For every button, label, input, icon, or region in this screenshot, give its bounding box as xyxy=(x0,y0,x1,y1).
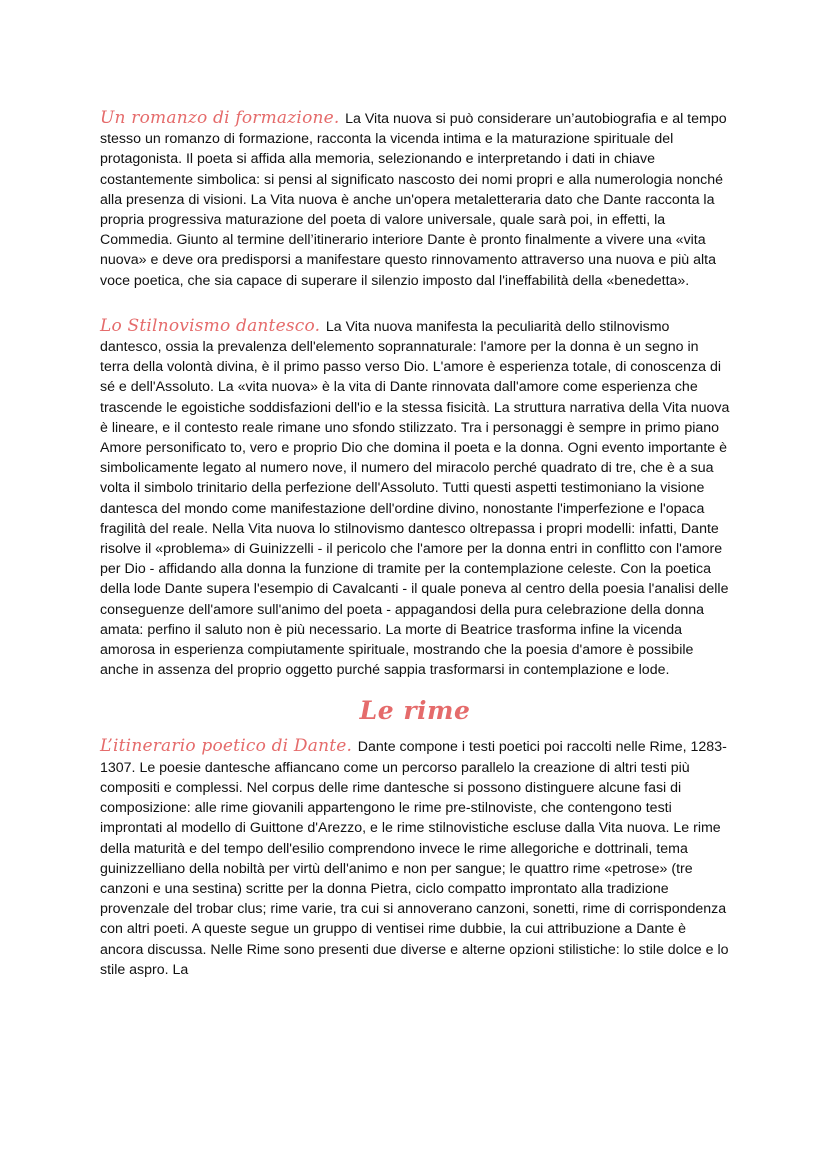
document-page xyxy=(100,108,730,980)
paragraph-heading: L’itinerario poetico di Dante. xyxy=(100,736,358,757)
paragraph-text: La Vita nuova manifesta la peculiarità dello stilnovismo dantesco, ossia la prevalenza dell'elemento soprannaturale: l'amore per la donna è un segno in terra della volontà divina, è il primo passo verso Dio. L'amore è esperienza totale, di conoscenza di sé e dell'Assoluto. La «vita nuova» è la vita di Dante rinnovata dall'amore come esperienza che trascende le egoistiche soddisfazioni dell'io e la stessa fisicità. La struttura narrativa della Vita nuova è lineare, e il contesto reale rimane uno sfondo stilizzato. Tra i personaggi è sempre in primo piano Amore personificato to, vero e proprio Dio che domina il poeta e la donna. Ogni evento importante è simbolicamente legato al numero nove, il numero del miracolo perché quadrato di tre, che è a sua volta il simbolo trinitario della perfezione dell'Assoluto. Tutti questi aspetti testimoniano la visione dantesca del mondo come manifestazione dell'ordine divino, nonostante l'imperfezione e l'opaca fragilità del reale. Nella Vita nuova lo stilnovismo dantesco oltrepassa i propri modelli: infatti, Dante risolve il «problema» di Guinizzelli - il pericolo che l'amore per la donna entri in conflitto con l'amore per Dio - affidando alla donna la funzione di tramite per la contemplazione celeste. Con la poetica della lode Dante supera l'esempio di Cavalcanti - il quale poneva al centro della poesia l'analisi delle conseguenze dell'amore sull'animo del poeta - appagandosi della pura celebrazione della donna amata: perfino il saluto non è più necessario. La morte di Beatrice trasforma infine la vicenda amorosa in esperienza compiutamente spirituale, mostrando che la poesia d'amore è possibile anche in assenza del proprio oggetto purché sappia trasformarsi in contemplazione e lode. xyxy=(100,318,730,679)
paragraph-text: La Vita nuova si può considerare un’autobiografia e al tempo stesso un romanzo di formazione, racconta la vicenda intima e la maturazione spirituale del protagonista. Il poeta si affida alla memoria, selezionando e interpretando i dati in chiave costantemente simbolica: si pensi al significato nascosto dei nomi propri e alla numerologia nonché alla presenza di visioni. La Vita nuova è anche un'opera metaletteraria dato che Dante racconta la propria progressiva maturazione del poeta di valore universale, quale sarà poi, in effetti, la Commedia. Giunto al termine dell’itinerario interiore Dante è pronto finalmente a vivere una «vita nuova» e deve ora predisporsi a manifestare questo rinnovamento attraverso una nuova e più alta voce poetica, che sia capace di superare il silenzio imposto dal l'ineffabilità della «benedetta». xyxy=(100,111,727,289)
paragraph-stilnovismo-dantesco xyxy=(100,316,730,681)
paragraph-heading: Un romanzo di formazione. xyxy=(100,108,346,128)
paragraph-text: Dante compone i testi poetici poi raccolti nelle Rime, 1283-1307. Le poesie dantesche affiancano come un percorso parallelo la creazione di altri testi più compositi e complessi. Nel corpus delle rime dantesche si possono distinguere alcune fasi di composizione: alle rime giovanili appartengono le rime pre-stilnoviste, che contengono testi improntati al modello di Guittone d'Arezzo, e le rime stilnovistiche escluse dalla Vita nuova. Le rime della maturità e del tempo dell'esilio comprendono invece le rime allegoriche e dottrinali, tema guinizzelliano della nobiltà per virtù dell'animo e non per sangue; le quattro rime «petrose» (tre canzoni e una sestina) scritte per la donna Pietra, ciclo compatto improntato alla tradizione provenzale del trobar clus; rime varie, tra cui si annoverano canzoni, sonetti, rime di corrispondenza con altri poeti. A queste segue un gruppo di ventisei rime dubbie, la cui attribuzione a Dante è ancora discussa. Nelle Rime sono presenti due diverse e alterne opzioni stilistiche: lo stile dolce e lo stile aspro. La xyxy=(100,739,729,978)
paragraph-romanzo-di-formazione xyxy=(100,108,730,291)
paragraph-heading: Lo Stilnovismo dantesco. xyxy=(100,315,326,336)
paragraph-itinerario-poetico xyxy=(100,736,730,979)
section-title: Le rime xyxy=(359,696,471,726)
